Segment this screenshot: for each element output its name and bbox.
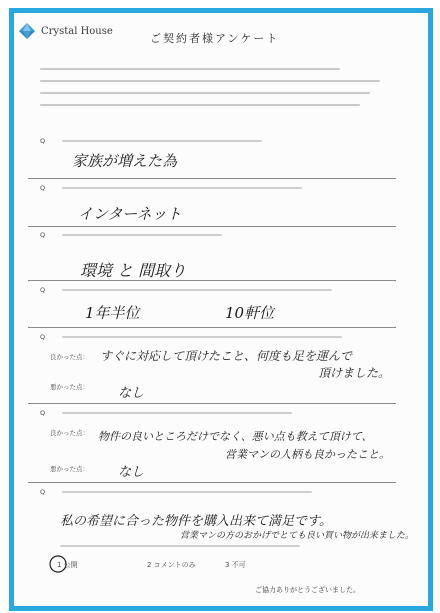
permission-option-2: 2 コメントのみ [147, 561, 196, 569]
question-5-bad-answer: なし [118, 386, 145, 401]
question-5-good-label: 良かった点： [50, 353, 89, 361]
question-4-text [62, 289, 332, 291]
question-6-bad-answer: なし [118, 465, 145, 480]
question-6-label: Q [40, 409, 46, 417]
permission-question-text [60, 545, 300, 547]
selected-option-circle-icon [48, 554, 68, 574]
question-7-text [62, 491, 312, 493]
question-2-text [62, 187, 302, 189]
question-1-text [62, 140, 262, 142]
question-4-answer-duration: 1年半位 [85, 304, 140, 322]
brand-logo [18, 22, 113, 40]
question-4-answer-count: 10軒位 [225, 304, 275, 322]
question-6-bad-label: 悪かった点： [50, 465, 89, 473]
page-title: ご契約者様アンケート [150, 32, 280, 45]
question-divider [28, 226, 396, 227]
permission-option-1: 1 公開 [57, 561, 78, 569]
question-1-label: Q [40, 137, 46, 145]
question-6-good-label: 良かった点： [50, 429, 89, 437]
question-5-label: Q [40, 333, 46, 341]
question-divider [28, 403, 396, 404]
footer-thanks: ご協力ありがとうございました。 [255, 586, 360, 594]
question-2-answer: インターネット [78, 205, 182, 223]
question-3-text [62, 234, 222, 236]
question-4-label: Q [40, 286, 46, 294]
question-6-good-answer-line-1: 物件の良いところだけでなく、悪い点も教えて頂けて、 [98, 430, 373, 443]
question-divider [28, 327, 396, 328]
question-3-label: Q [40, 231, 46, 239]
question-5-bad-label: 悪かった点： [50, 383, 89, 391]
question-7-answer-line-1: 私の希望に合った物件を購入出来て満足です。 [60, 514, 332, 529]
brand-name: Crystal House [41, 25, 113, 37]
question-6-good-answer-line-2: 営業マンの人柄も良かったこと。 [225, 448, 390, 461]
permission-option-3: 3 不可 [225, 561, 246, 569]
question-divider [28, 482, 396, 483]
question-7-label: Q [40, 488, 46, 496]
question-2-label: Q [40, 184, 46, 192]
question-1-answer: 家族が増えた為 [72, 152, 178, 170]
question-3-answer: 環境 と 間取り [80, 261, 187, 280]
intro-text-block [40, 68, 380, 124]
question-divider [28, 178, 396, 179]
question-divider [28, 280, 396, 281]
crystal-diamond-icon [18, 22, 36, 40]
question-5-text [62, 336, 342, 338]
question-6-text [62, 412, 292, 414]
question-5-good-answer-line-2: 頂けました。 [318, 366, 391, 380]
question-7-answer-line-2: 営業マンの方のおかげでとても良い買い物が出来ました。 [180, 531, 415, 541]
question-5-good-answer-line-1: すぐに対応して頂けたこと、何度も足を運んで [100, 349, 353, 363]
